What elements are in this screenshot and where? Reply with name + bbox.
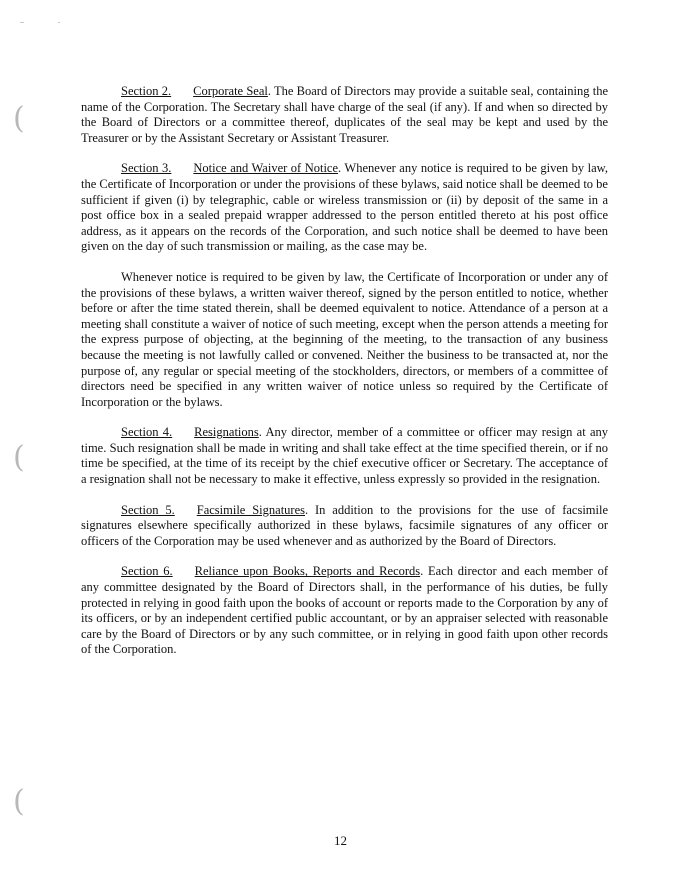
section-title: Notice and Waiver of Notice — [193, 161, 339, 176]
page-number: 12 — [334, 833, 347, 848]
section-title: Reliance upon Books, Reports and Records — [194, 564, 421, 579]
section-5-paragraph — [81, 503, 608, 550]
binder-hole-mark-middle: ( — [13, 440, 25, 475]
section-6-paragraph — [81, 564, 608, 658]
scan-speck — [20, 22, 24, 23]
binder-hole-mark-top: ( — [13, 101, 25, 136]
document-body — [81, 84, 608, 673]
section-title: Corporate Seal — [193, 84, 268, 98]
section-4-paragraph — [81, 425, 608, 487]
section-number: Section 4. — [121, 425, 173, 440]
binder-hole-mark-bottom: ( — [13, 784, 25, 819]
section-text: . Whenever any notice is required to be given by law, the Certificate of Incorporation or under the provisions of these bylaws, said notice shall be deemed to be sufficient if given (i) by telegraphic, cable or wireless transmission or (ii) by deposit of the same in a post office box in a sealed prepaid wrapper addressed to the person entitled thereto at his post office address, as it appears on the records of the Corporation, and such notice shall be deemed to have been given on the day of such transmission or mailing, as the case may be. — [81, 161, 609, 254]
section-3-paragraph — [81, 161, 608, 255]
section-number: Section 2. — [121, 84, 172, 98]
section-title: Facsimile Signatures — [196, 502, 305, 517]
section-text: . Any director, member of a committee or officer may resign at any time. Such resignation shall be made in writing and shall take effect at the time specified therein, or if no time be specified, at the time of its receipt by the chief executive officer or Secretary. The acceptance of a resignation shall not be necessary to make it effective, unless expressly so provided in the resignation. — [81, 425, 609, 487]
section-number: Section 3. — [121, 161, 172, 176]
waiver-paragraph — [81, 270, 608, 410]
section-text: . Each director and each member of any committee designated by the Board of Directors shall, in the performance of his duties, be fully protected in relying in good faith upon the books of account or reports made to the Corporation by any of its officers, or by an independent certified public accountant, or by an appraiser selected with reasonable care by the Board of Directors or by any such committee, or in relying in good faith upon other records of the Corporation. — [81, 564, 608, 657]
section-number: Section 5. — [121, 502, 175, 517]
paragraph-text: Whenever notice is required to be given by law, the Certificate of Incorporation or under any of the provisions of these bylaws, a written waiver thereof, signed by the person entitled to notice, whether before or after the time stated therein, shall be deemed equivalent to notice. Attendance of a person at a meeting shall constitute a waiver of notice of such meeting, except when the person attends a meeting for the express purpose of objecting, at the beginning of the meeting, to the transaction of any business because the meeting is not lawfully called or convened. Neither the business to be transacted at, nor the purpose of, any regular or special meeting of the stockholders, directors, or members of a committee of directors need be specified in any written waiver of notice unless so required by the Certificate of Incorporation or the bylaws. — [81, 269, 608, 409]
scan-speck — [58, 22, 60, 23]
section-number: Section 6. — [121, 564, 173, 579]
section-title: Resignations — [194, 425, 259, 440]
section-text: . In addition to the provisions for the use of facsimile signatures elsewhere specifically authorized in these bylaws, facsimile signatures of any officer or officers of the Corporation may be used whenever and as authorized by the Board of Directors. — [81, 502, 609, 548]
section-2-paragraph — [81, 84, 608, 146]
section-text: . The Board of Directors may provide a suitable seal, containing the name of the Corporation. The Secretary shall have charge of the seal (if any). If and when so directed by the Board of Directors or a committee thereof, duplicates of the seal may be kept and used by the Treasurer or by the Assistant Secretary or Assistant Treasurer. — [81, 84, 608, 145]
